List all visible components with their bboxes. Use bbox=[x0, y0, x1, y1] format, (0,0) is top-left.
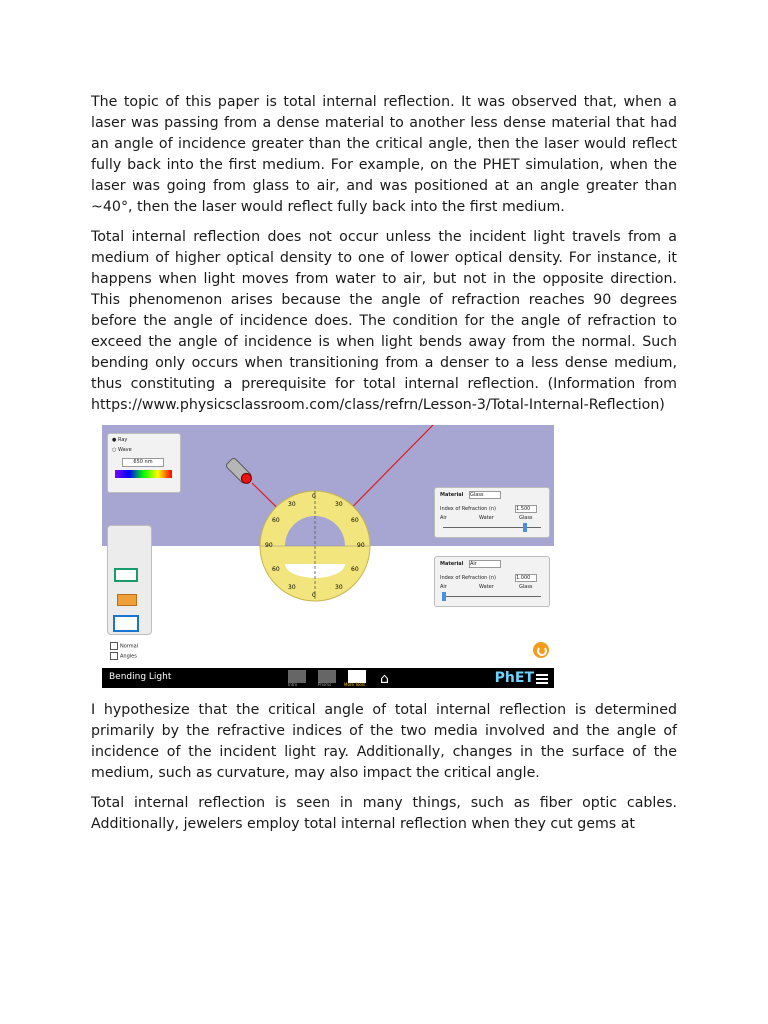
top-index-value[interactable]: 1.500 bbox=[515, 505, 537, 513]
normal-checkbox[interactable]: Normal bbox=[110, 642, 138, 650]
light-type-panel bbox=[107, 433, 181, 493]
top-material-panel bbox=[434, 487, 550, 538]
protractor-label: 0 bbox=[312, 493, 316, 500]
scale-glass-label: Glass bbox=[519, 515, 533, 521]
bottom-index-value[interactable]: 1.000 bbox=[515, 574, 537, 582]
bottom-material-panel bbox=[434, 556, 550, 607]
top-material-select[interactable]: Glass bbox=[469, 491, 501, 499]
index-slider-thumb[interactable] bbox=[442, 592, 446, 601]
protractor-label: 90 bbox=[357, 542, 365, 549]
paragraph-intro: The topic of this paper is total internal reflection. It was observed that, when a laser was passing from a dense material to another less dense material that had an angle of incidence greater than the critical angle, then the laser would reflect fully back into the first medium. For example, on the PHET simulation, when the laser was going from glass to air, and was positioned at an angle greater than ~40°, then the laser would reflect fully back into the first medium. bbox=[91, 94, 677, 215]
angles-checkbox[interactable]: Angles bbox=[110, 652, 137, 660]
laser-pointer-icon bbox=[225, 457, 254, 486]
reset-all-button[interactable] bbox=[533, 642, 549, 658]
scale-water-label: Water bbox=[479, 515, 494, 521]
scale-air-label: Air bbox=[440, 584, 447, 590]
protractor-label: 30 bbox=[288, 584, 296, 591]
phet-navbar bbox=[102, 668, 554, 688]
index-slider[interactable] bbox=[443, 596, 541, 597]
protractor-label: 60 bbox=[272, 517, 280, 524]
protractor-label: 60 bbox=[272, 566, 280, 573]
material-label: Material bbox=[440, 492, 464, 498]
protractor-label: 90 bbox=[265, 542, 273, 549]
index-slider-thumb[interactable] bbox=[523, 523, 527, 532]
scale-water-label: Water bbox=[479, 584, 494, 590]
bottom-material-select[interactable]: Air bbox=[469, 560, 501, 568]
prisms-label: Prisms bbox=[318, 682, 332, 687]
index-label: Index of Refraction (n) bbox=[440, 506, 496, 512]
more-tools-label: More Tools bbox=[344, 682, 366, 687]
home-icon[interactable]: ⌂ bbox=[380, 671, 389, 687]
wavelength-slider[interactable] bbox=[115, 470, 172, 478]
document-page bbox=[91, 92, 677, 844]
tools-panel bbox=[107, 525, 152, 635]
scale-air-label: Air bbox=[440, 515, 447, 521]
ray-option[interactable]: ● Ray bbox=[112, 437, 128, 443]
protractor-label: 30 bbox=[335, 584, 343, 591]
intro-label: Intro bbox=[288, 682, 298, 687]
scale-glass-label: Glass bbox=[519, 584, 533, 590]
phet-screenshot bbox=[102, 425, 554, 688]
protractor-label: 60 bbox=[351, 566, 359, 573]
paragraph-hypothesis: I hypothesize that the critical angle of total internal reflection is determined primarily by the refractive indices of the two media involved and the angle of incidence of the incident light ray. Additionally, changes in the surface of the medium, such as curvature, may also impact the critical angle. bbox=[91, 702, 677, 781]
index-label: Index of Refraction (n) bbox=[440, 575, 496, 581]
wave-option[interactable]: ○ Wave bbox=[112, 447, 132, 453]
phet-logo[interactable]: PhET bbox=[494, 670, 534, 686]
protractor-label: 60 bbox=[351, 517, 359, 524]
paragraph-applications: Total internal reflection is seen in many things, such as fiber optic cables. Additionally, jewelers employ total internal reflection when they cut gems at bbox=[91, 795, 677, 832]
intensity-meter-icon[interactable] bbox=[114, 568, 138, 582]
wave-sensor-icon[interactable] bbox=[113, 615, 139, 632]
protractor-label: 30 bbox=[335, 501, 343, 508]
paragraph-background: Total internal reflection does not occur unless the incident light travels from a medium of higher optical density to one of lower optical density. For instance, it happens when light moves from water to air, but not in the opposite direction. This phenomenon arises because the angle of refraction reaches 90 degrees before the angle of incidence does. The condition for the angle of refraction to exceed the angle of incidence is when light bends away from the normal. Such bending only occurs when transitioning from a denser to a less dense medium, thus constituting a prerequisite for total internal reflection. (Information from https://www.physicsclassroom.com/class/refrn/Lesson-3/Total-Internal-Reflection) bbox=[91, 229, 677, 413]
wavelength-field[interactable]: 650 nm bbox=[122, 458, 164, 467]
material-label: Material bbox=[440, 561, 464, 567]
protractor-label: 30 bbox=[288, 501, 296, 508]
velocity-sensor-icon[interactable] bbox=[117, 594, 137, 606]
protractor-label: 0 bbox=[312, 592, 316, 599]
sim-title: Bending Light bbox=[109, 672, 172, 682]
menu-icon[interactable] bbox=[536, 674, 548, 686]
